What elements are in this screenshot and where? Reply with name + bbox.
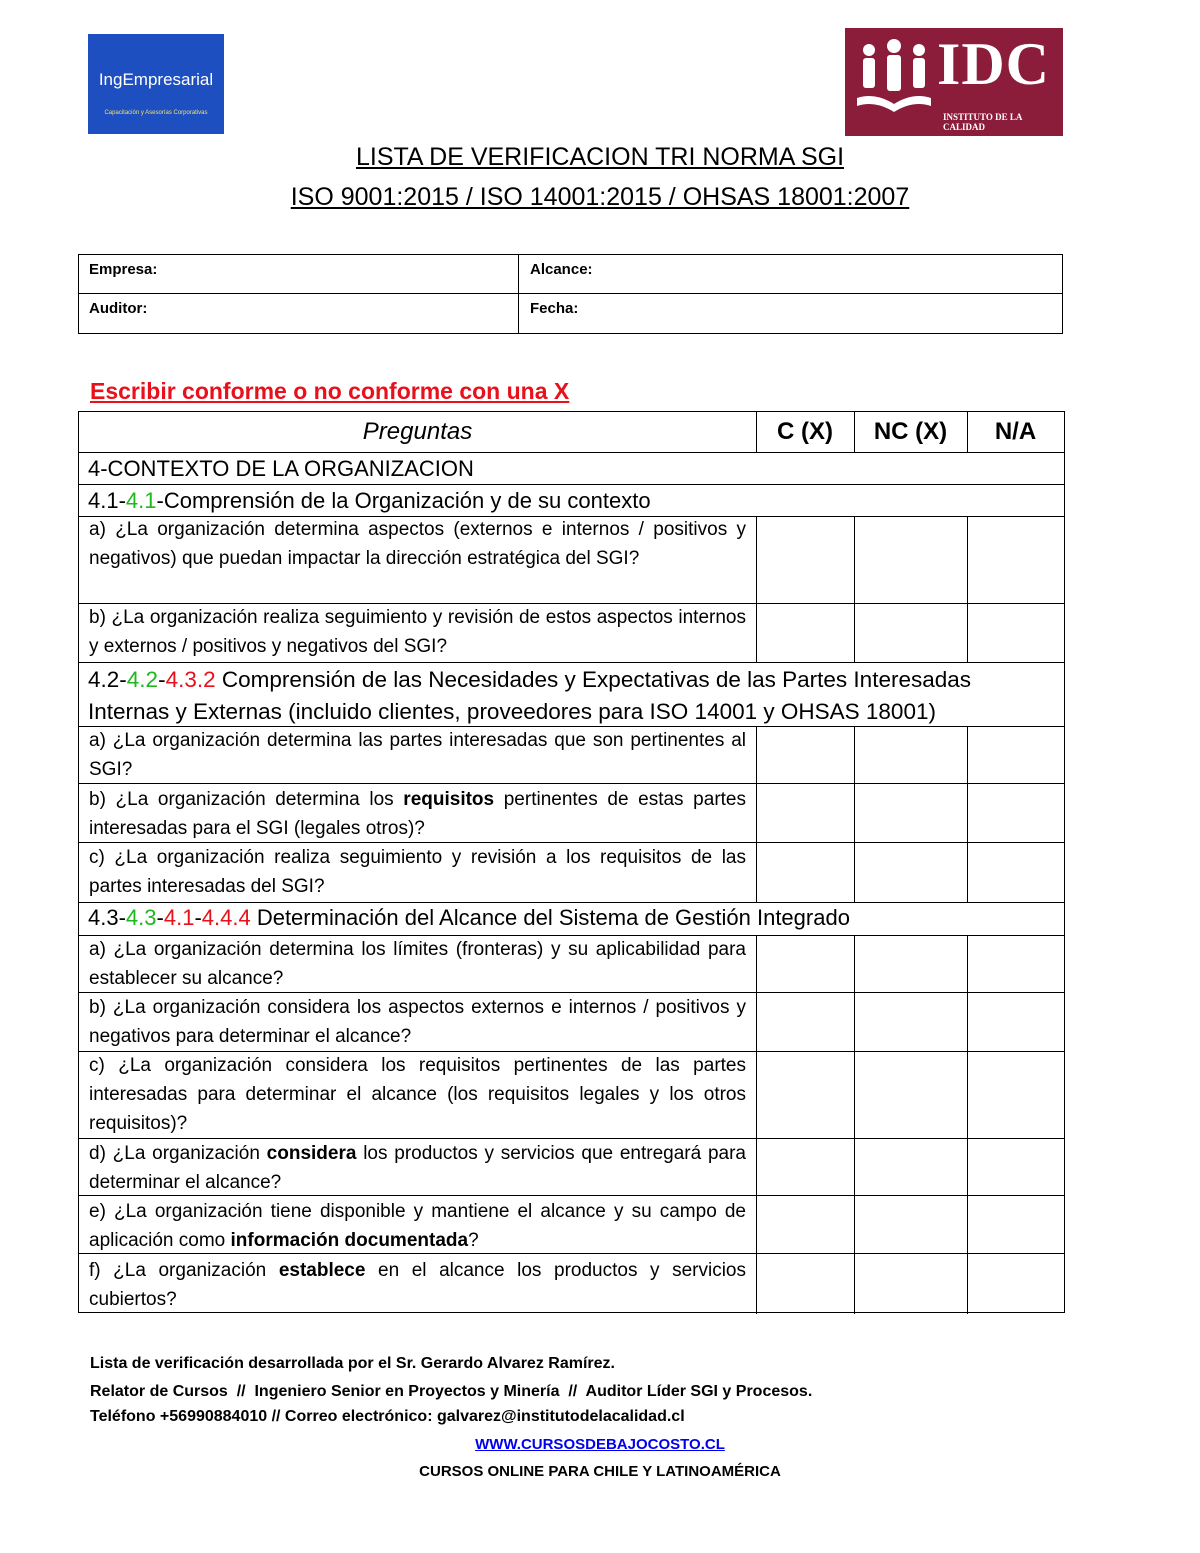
people-book-icon	[855, 36, 933, 128]
footer-author: Lista de verificación desarrollada por el Sr. Gerardo Alvarez Ramírez.	[90, 1355, 615, 1372]
section-heading-4-1: 4.1-4.1-Comprensión de la Organización y de su contexto	[88, 488, 651, 513]
question-4-2-c: c) ¿La organización realiza seguimiento y revisión a los requisitos de las partes interesadas del SGI?	[89, 847, 746, 897]
logo-tagline-text: Capacitación y Asesorías Corporativas	[104, 110, 208, 116]
question-4-3-b: b) ¿La organización considera los aspectos externos e internos / positivos y negativos para determinar el alcance?	[89, 997, 746, 1047]
auditor-field[interactable]: Auditor:	[89, 300, 148, 317]
page-title: LISTA DE VERIFICACION TRI NORMA SGI	[355, 143, 845, 171]
question-4-2-a: a) ¿La organización determina las partes interesadas que son pertinentes al SGI?	[89, 730, 746, 780]
col-header-conforme: C (X)	[777, 418, 833, 445]
empresa-field[interactable]: Empresa:	[89, 261, 158, 278]
footer-courses: CURSOS ONLINE PARA CHILE Y LATINOAMÉRICA	[419, 1463, 781, 1480]
instruction-text: Escribir conforme o no conforme con una X	[90, 378, 570, 404]
question-4-1-a: a) ¿La organización determina aspectos (externos e internos / positivos y negativos) que puedan impactar la dirección estratégica del SGI?	[89, 519, 746, 569]
fecha-field[interactable]: Fecha:	[530, 300, 579, 317]
col-header-no-conforme: NC (X)	[873, 418, 948, 445]
idc-brand-text: IDC	[937, 31, 1051, 97]
idc-tagline-text: INSTITUTO DE LA CALIDAD	[943, 112, 1022, 132]
audit-info-table	[78, 254, 1063, 334]
idc-logo	[845, 28, 1063, 136]
question-4-1-b: b) ¿La organización realiza seguimiento y revisión de estos aspectos internos y externos / positivos y negativos del SGI?	[89, 607, 746, 657]
question-4-3-e: e) ¿La organización tiene disponible y mantiene el alcance y su campo de aplicación como información documentada?	[89, 1201, 746, 1251]
section-heading-4-3: 4.3-4.3-4.1-4.4.4 Determinación del Alcance del Sistema de Gestión Integrado	[88, 905, 850, 930]
footer-contact: Teléfono +56990884010 // Correo electrónico: galvarez@institutodelacalidad.cl	[90, 1408, 685, 1425]
footer-roles: Relator de Cursos // Ingeniero Senior en Proyectos y Minería // Auditor Líder SGI y Procesos.	[90, 1383, 813, 1400]
question-4-3-c: c) ¿La organización considera los requisitos pertinentes de las partes interesadas para determinar el alcance (los requisitos legales y los otros requisitos)?	[89, 1055, 746, 1134]
col-header-preguntas: Preguntas	[362, 418, 473, 445]
question-4-2-b: b) ¿La organización determina los requisitos pertinentes de estas partes interesadas para el SGI (legales otros)?	[89, 789, 746, 839]
question-4-3-f: f) ¿La organización establece en el alcance los productos y servicios cubiertos?	[89, 1260, 746, 1310]
website-link[interactable]: WWW.CURSOSDEBAJOCOSTO.CL	[475, 1436, 725, 1453]
page-subtitle: ISO 9001:2015 / ISO 14001:2015 / OHSAS 18001:2007	[290, 183, 910, 211]
ingempresarial-logo	[88, 34, 224, 134]
checklist-table	[78, 411, 1065, 1313]
col-header-na: N/A	[994, 418, 1037, 445]
logo-brand-text: IngEmpresarial	[98, 70, 214, 89]
alcance-field[interactable]: Alcance:	[530, 261, 593, 278]
question-4-3-a: a) ¿La organización determina los límites (fronteras) y su aplicabilidad para establecer su alcance?	[89, 939, 746, 989]
question-4-3-d: d) ¿La organización considera los productos y servicios que entregará para determinar el alcance?	[89, 1143, 746, 1193]
section-heading-contexto: 4-CONTEXTO DE LA ORGANIZACION	[88, 456, 474, 481]
section-heading-4-2: 4.2-4.2-4.3.2 Comprensión de las Necesidades y Expectativas de las Partes Interesadas Internas y Externas (incluido clientes, proveedores para ISO 14001 y OHSAS 18001)	[88, 667, 972, 724]
